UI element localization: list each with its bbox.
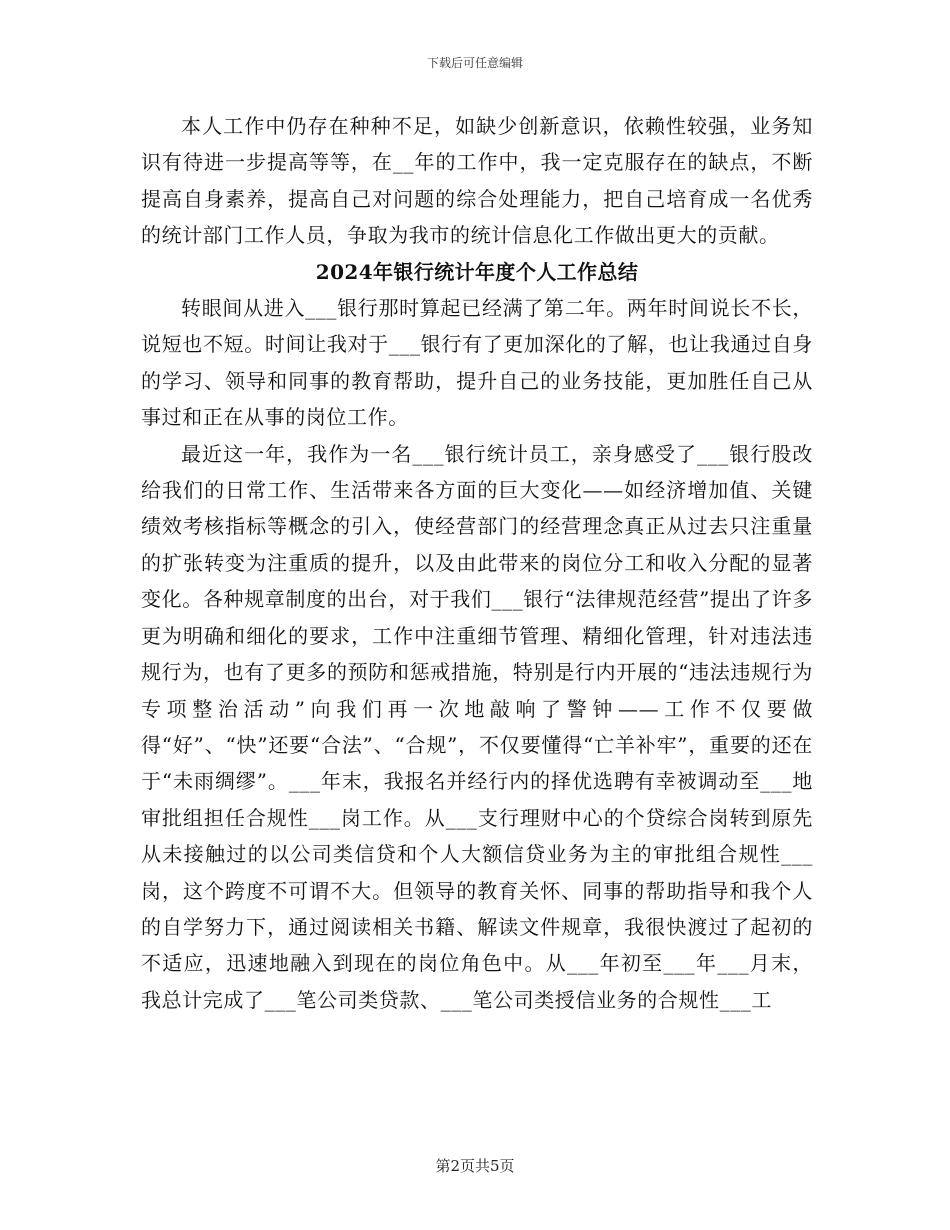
page-header-note: 下载后可任意编辑 xyxy=(426,56,523,70)
document-body xyxy=(141,108,813,1018)
page-number-footer: 第2页共5页 xyxy=(435,1157,515,1175)
document-title: 2024年银行统计年度个人工作总结 xyxy=(315,259,639,284)
paragraph-3: 最近这一年，我作为一名___银行统计员工，亲身感受了___银行股改给我们的日常工作、生活带来各方面的巨大变化——如经济增加值、关键绩效考核指标等概念的引入，使经营部门的经营理念真正从过去只注重量的扩张转变为注重质的提升，以及由此带来的岗位分工和收入分配的显著变化。各种规章制度的出台，对于我们___银行“法律规范经营”提出了许多更为明确和细化的要求，工作中注重细节管理、精细化管理，针对违法违规行为，也有了更多的预防和惩戒措施，特别是行内开展的“违法违规行为专项整治活动”向我们再一次地敲响了警钟——工作不仅要做得“好”、“快”还要“合法”、“合规”，不仅要懂得“亡羊补牢”，重要的还在于“未雨绸缪”。___年末，我报名并经行内的择优选聘有幸被调动至___地审批组担任合规性___岗工作。从___支行理财中心的个贷综合岗转到原先从未接触过的以公司类信贷和个人大额信贷业务为主的审批组合规性___岗，这个跨度不可谓不大。但领导的教育关怀、同事的帮助指导和我个人的自学努力下，通过阅读相关书籍、解读文件规章，我很快渡过了起初的不适应，迅速地融入到现在的岗位角色中。从___年初至___年___月末，我总计完成了___笔公司类贷款、___笔公司类授信业务的合规性___工 xyxy=(141,441,813,1012)
paragraph-1: 本人工作中仍存在种种不足，如缺少创新意识，依赖性较强，业务知识有待进一步提高等等，在__年的工作中，我一定克服存在的缺点，不断提高自身素养，提高自己对问题的综合处理能力，把自己培育成一名优秀的统计部门工作人员，争取为我市的统计信息化工作做出更大的贡献。 xyxy=(141,114,813,248)
paragraph-2: 转眼间从进入___银行那时算起已经满了第二年。两年时间说长不长，说短也不短。时间让我对于___银行有了更加深化的了解，也让我通过自身的学习、领导和同事的教育帮助，提升自己的业务技能，更加胜任自己从事过和正在从事的岗位工作。 xyxy=(141,296,813,430)
